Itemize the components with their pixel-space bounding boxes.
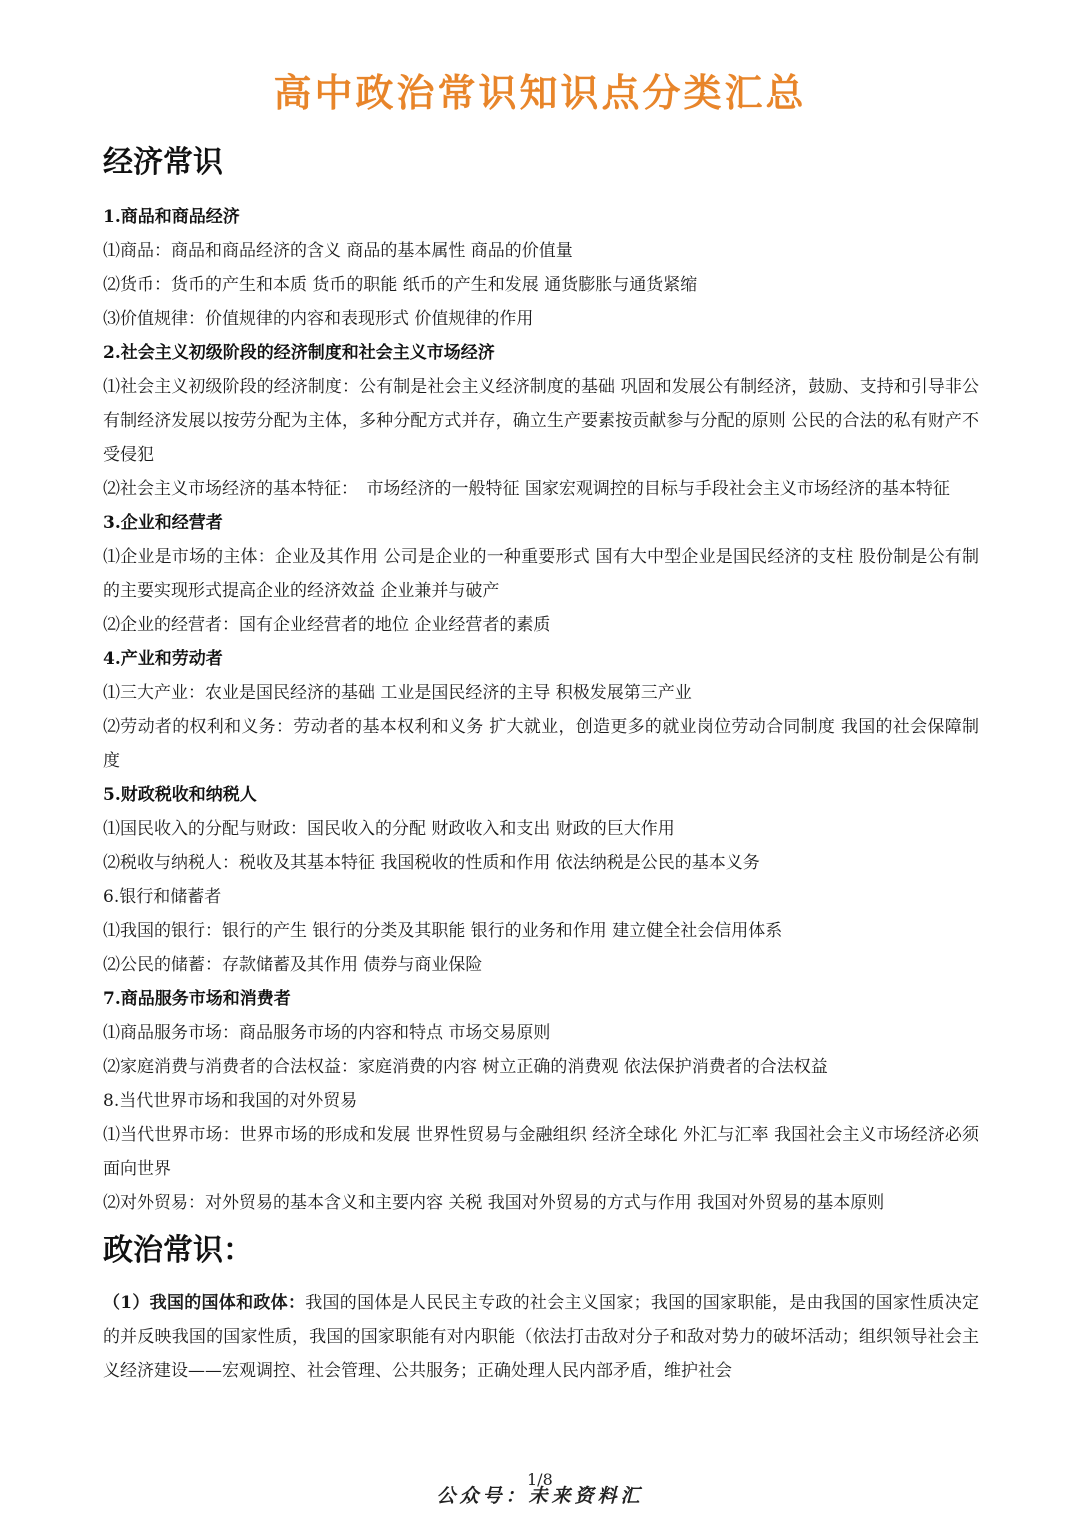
politics-paragraph-label: （1）我国的国体和政体： [103, 1293, 306, 1313]
outline-item: ⑵家庭消费与消费者的合法权益：家庭消费的内容 树立正确的消费观 依法保护消费者的合法权益 [103, 1057, 828, 1077]
outline-item: ⑵货币：货币的产生和本质 货币的职能 纸币的产生和发展 通货膨胀与通货紧缩 [103, 275, 698, 295]
outline-item: ⑴商品：商品和商品经济的含义 商品的基本属性 商品的价值量 [103, 241, 573, 261]
outline-item: ⑴我国的银行：银行的产生 银行的分类及其职能 银行的业务和作用 建立健全社会信用体系 [103, 921, 783, 941]
outline-item: ⑶价值规律：价值规律的内容和表现形式 价值规律的作用 [103, 309, 534, 329]
page-number: 1/8 [527, 1470, 553, 1489]
outline-item: ⑴国民收入的分配与财政：国民收入的分配 财政收入和支出 财政的巨大作用 [103, 819, 675, 839]
watermark-footer: 公众号：未来资料汇 [436, 1485, 644, 1507]
outline-item: ⑵公民的储蓄：存款储蓄及其作用 债券与商业保险 [103, 955, 483, 975]
economy-section [103, 200, 979, 1220]
outline-item: ⑵社会主义市场经济的基本特征： 市场经济的一般特征 国家宏观调控的目标与手段社会主义市场经济的基本特征 [103, 479, 950, 499]
outline-item: ⑴当代世界市场：世界市场的形成和发展 世界性贸易与金融组织 经济全球化 外汇与汇率 我国社会主义市场经济必须面向世界 [103, 1125, 979, 1179]
section-heading-economy: 经济常识 [103, 145, 223, 180]
outline-item: ⑵税收与纳税人：税收及其基本特征 我国税收的性质和作用 依法纳税是公民的基本义务 [103, 853, 760, 873]
politics-paragraph [103, 1286, 979, 1388]
topic-heading: 2.社会主义初级阶段的经济制度和社会主义市场经济 [103, 343, 495, 363]
outline-item: ⑴企业是市场的主体：企业及其作用 公司是企业的一种重要形式 国有大中型企业是国民经济的支柱 股份制是公有制的主要实现形式提高企业的经济效益 企业兼并与破产 [103, 547, 979, 601]
outline-item: ⑵企业的经营者：国有企业经营者的地位 企业经营者的素质 [103, 615, 551, 635]
topic-heading: 7.商品服务市场和消费者 [103, 989, 291, 1009]
outline-item: ⑵对外贸易：对外贸易的基本含义和主要内容 关税 我国对外贸易的方式与作用 我国对外贸易的基本原则 [103, 1193, 885, 1213]
outline-item: ⑴社会主义初级阶段的经济制度：公有制是社会主义经济制度的基础 巩固和发展公有制经济，鼓励、支持和引导非公有制经济发展以按劳分配为主体，多种分配方式并存，确立生产要素按贡献参与分配的原则 公民的合法的私有财产不受侵犯 [103, 377, 979, 465]
topic-heading: 1.商品和商品经济 [103, 207, 240, 227]
page-title: 高中政治常识知识点分类汇总 [273, 71, 807, 115]
politics-paragraph-text: 我国的国体是人民民主专政的社会主义国家；我国的国家职能，是由我国的国家性质决定的并反映我国的国家性质，我国的国家职能有对内职能（依法打击敌对分子和敌对势力的破坏活动；组织领导社会主义经济建设——宏观调控、社会管理、公共服务；正确处理人民内部矛盾，维护社会 [103, 1293, 980, 1381]
topic-heading: 3.企业和经营者 [103, 513, 223, 533]
topic-heading: 8.当代世界市场和我国的对外贸易 [103, 1091, 358, 1111]
outline-item: ⑴商品服务市场：商品服务市场的内容和特点 市场交易原则 [103, 1023, 551, 1043]
document-body [103, 138, 979, 1388]
outline-item: ⑵劳动者的权利和义务：劳动者的基本权利和义务 扩大就业，创造更多的就业岗位劳动合同制度 我国的社会保障制度 [103, 717, 979, 771]
section-heading-politics: 政治常识： [103, 1233, 253, 1268]
topic-heading: 4.产业和劳动者 [103, 649, 223, 669]
topic-heading: 5.财政税收和纳税人 [103, 785, 257, 805]
outline-item: ⑴三大产业：农业是国民经济的基础 工业是国民经济的主导 积极发展第三产业 [103, 683, 692, 703]
topic-heading: 6.银行和储蓄者 [103, 887, 222, 907]
